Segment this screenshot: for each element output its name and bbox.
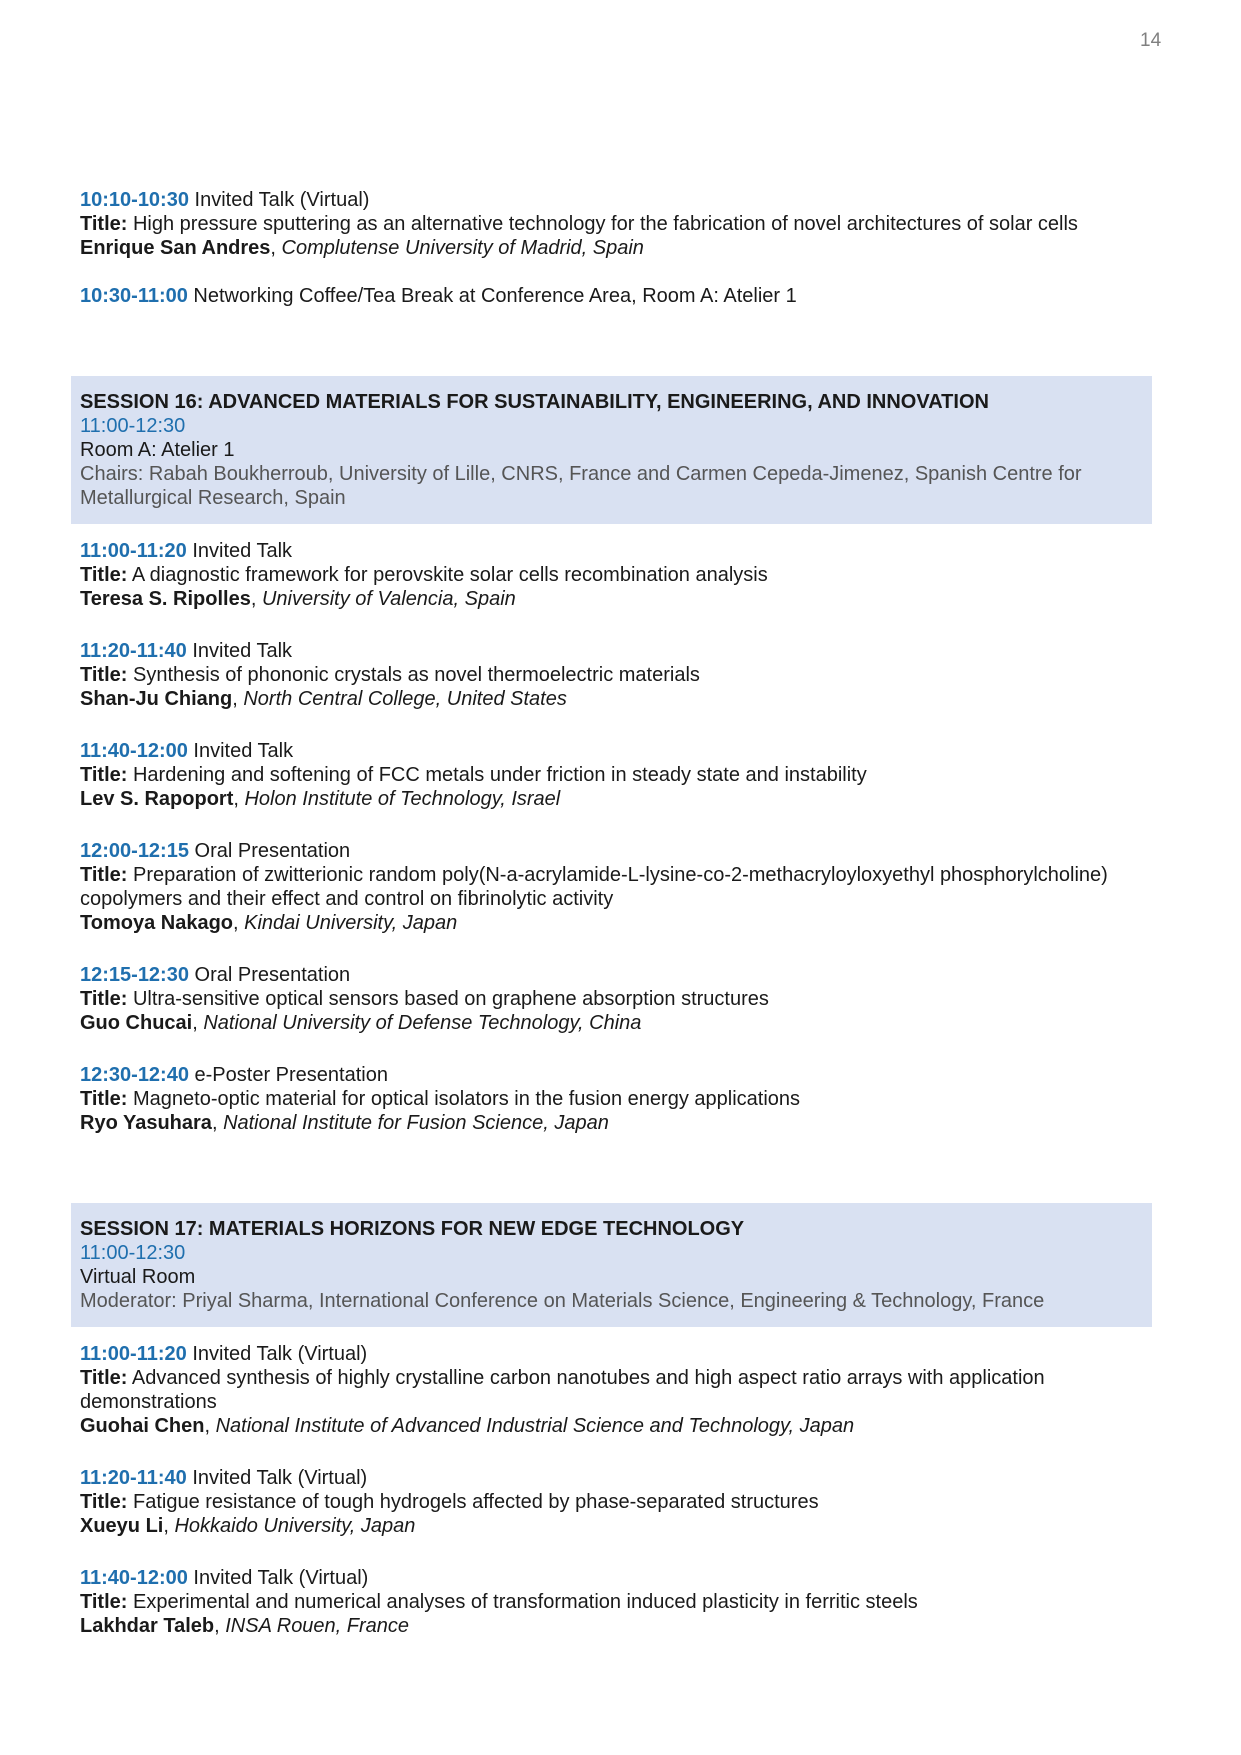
speaker-name: Guohai Chen: [80, 1415, 205, 1437]
program-entry: 11:00-11:20 Invited Talk Title: A diagnostic framework for perovskite solar cells recombination analysis Teresa S. Ripolles, University of Valencia, Spain: [80, 540, 768, 610]
program-entry: 11:00-11:20 Invited Talk (Virtual) Title: Advanced synthesis of highly crystalline carbon nanotubes and high aspect ratio arrays with application demonstrations Guohai Chen, National Institute of Advanced Industrial Science and Technology, Japan: [80, 1343, 1045, 1437]
entry-time: 11:40-12:00: [80, 1567, 188, 1589]
entry-time: 10:10-10:30: [80, 189, 189, 211]
program-entry: 11:20-11:40 Invited Talk (Virtual) Title: Fatigue resistance of tough hydrogels affected by phase-separated structures Xueyu Li, Hokkaido University, Japan: [80, 1467, 819, 1537]
session-header-17: [71, 1203, 1152, 1327]
entry-type: Invited Talk (Virtual): [188, 189, 370, 211]
session-header-16: [71, 376, 1152, 524]
entry-time: 11:40-12:00: [80, 740, 188, 762]
speaker-name: Enrique San Andres: [80, 237, 271, 259]
entry-type: Invited Talk: [187, 740, 294, 762]
entry-time: 11:20-11:40: [80, 1467, 187, 1489]
entry-time: 11:00-11:20: [80, 1343, 187, 1365]
entry-title: Advanced synthesis of highly crystalline carbon nanotubes and high aspect ratio arrays with application demonstrations: [80, 1367, 1045, 1413]
entry-type: Invited Talk (Virtual): [186, 1467, 368, 1489]
entry-type: Oral Presentation: [188, 840, 351, 862]
entry-title: Fatigue resistance of tough hydrogels affected by phase-separated structures: [132, 1491, 819, 1513]
speaker-name: Tomoya Nakago: [80, 912, 233, 934]
speaker-name: Shan-Ju Chiang: [80, 688, 233, 710]
speaker-affiliation: North Central College, United States: [243, 688, 567, 710]
speaker-name: Lakhdar Taleb: [80, 1615, 215, 1637]
entry-type: Invited Talk (Virtual): [186, 1343, 368, 1365]
title-label: Title:: [80, 564, 128, 586]
speaker-name: Guo Chucai: [80, 1012, 193, 1034]
speaker-name: Teresa S. Ripolles: [80, 588, 251, 610]
speaker-affiliation: National Institute for Fusion Science, Japan: [223, 1112, 609, 1134]
session-time: 11:00-12:30: [80, 1242, 186, 1264]
speaker-affiliation: Kindai University, Japan: [244, 912, 458, 934]
entry-title: Preparation of zwitterionic random poly(N-a-acrylamide-L-lysine-co-2-methacryloyloxyethyl phosphorylcholine) copolymers and their effect and control on fibrinolytic activity: [80, 864, 1108, 910]
program-entry: 10:10-10:30 Invited Talk (Virtual) Title: High pressure sputtering as an alternative technology for the fabrication of novel architectures of solar cells Enrique San Andres, Complutense University of Madrid, Spain: [80, 189, 1078, 259]
entry-type: Invited Talk: [186, 640, 293, 662]
page-number: 14: [1140, 30, 1162, 51]
entry-type: Invited Talk: [186, 540, 293, 562]
entry-title: Hardening and softening of FCC metals under friction in steady state and instability: [132, 764, 867, 786]
program-content: [80, 188, 1170, 1638]
entry-type: e-Poster Presentation: [188, 1064, 388, 1086]
title-label: Title:: [80, 213, 128, 235]
title-label: Title:: [80, 1367, 128, 1389]
session-chairs: Chairs: Rabah Boukherroub, University of Lille, CNRS, France and Carmen Cepeda-Jimenez, Spanish Centre for Metallurgical Research, Spain: [80, 463, 1082, 509]
session-room: Room A: Atelier 1: [80, 439, 235, 461]
speaker-affiliation: National University of Defense Technology, China: [203, 1012, 642, 1034]
speaker-affiliation: Complutense University of Madrid, Spain: [281, 237, 644, 259]
entry-time: 12:00-12:15: [80, 840, 189, 862]
speaker-affiliation: INSA Rouen, France: [225, 1615, 410, 1637]
title-label: Title:: [80, 988, 128, 1010]
session-room: Virtual Room: [80, 1266, 196, 1288]
break-time: 10:30-11:00: [80, 285, 188, 307]
session-moderator: Moderator: Priyal Sharma, International Conference on Materials Science, Engineering & Technology, France: [80, 1290, 1045, 1312]
entry-type: Oral Presentation: [188, 964, 351, 986]
session-time: 11:00-12:30: [80, 415, 186, 437]
speaker-affiliation: University of Valencia, Spain: [261, 588, 516, 610]
speaker-affiliation: Holon Institute of Technology, Israel: [244, 788, 561, 810]
speaker-name: Ryo Yasuhara: [80, 1112, 212, 1134]
speaker-name: Xueyu Li: [80, 1515, 164, 1537]
title-label: Title:: [80, 764, 128, 786]
speaker-affiliation: Hokkaido University, Japan: [174, 1515, 416, 1537]
entry-title: Ultra-sensitive optical sensors based on graphene absorption structures: [132, 988, 769, 1010]
program-entry: 12:30-12:40 e-Poster Presentation Title: Magneto-optic material for optical isolators in the fusion energy applications Ryo Yasuhara, National Institute for Fusion Science, Japan: [80, 1064, 801, 1134]
entry-time: 11:20-11:40: [80, 640, 187, 662]
title-label: Title:: [80, 864, 128, 886]
entry-title: Synthesis of phononic crystals as novel thermoelectric materials: [132, 664, 700, 686]
speaker-name: Lev S. Rapoport: [80, 788, 234, 810]
program-entry: 11:40-12:00 Invited Talk Title: Hardening and softening of FCC metals under friction in steady state and instability Lev S. Rapoport, Holon Institute of Technology, Israel: [80, 740, 867, 810]
break-entry: [80, 284, 1170, 308]
speaker-affiliation: National Institute of Advanced Industrial Science and Technology, Japan: [215, 1415, 855, 1437]
program-entry: 12:15-12:30 Oral Presentation Title: Ultra-sensitive optical sensors based on graphene absorption structures Guo Chucai, National University of Defense Technology, China: [80, 964, 769, 1034]
program-entry: 11:40-12:00 Invited Talk (Virtual) Title: Experimental and numerical analyses of transformation induced plasticity in ferritic steels Lakhdar Taleb, INSA Rouen, France: [80, 1567, 918, 1637]
entry-time: 12:15-12:30: [80, 964, 189, 986]
entry-title: High pressure sputtering as an alternative technology for the fabrication of novel architectures of solar cells: [132, 213, 1078, 235]
title-label: Title:: [80, 1591, 128, 1613]
entry-title: Magneto-optic material for optical isolators in the fusion energy applications: [132, 1088, 801, 1110]
title-label: Title:: [80, 664, 128, 686]
program-entry: 11:20-11:40 Invited Talk Title: Synthesis of phononic crystals as novel thermoelectric materials Shan-Ju Chiang, North Central College, United States: [80, 640, 700, 710]
title-label: Title:: [80, 1088, 128, 1110]
session-title: SESSION 16: ADVANCED MATERIALS FOR SUSTAINABILITY, ENGINEERING, AND INNOVATION: [80, 391, 989, 413]
title-label: Title:: [80, 1491, 128, 1513]
program-entry: 12:00-12:15 Oral Presentation Title: Preparation of zwitterionic random poly(N-a-acrylamide-L-lysine-co-2-methacryloyloxyethyl phosphorylcholine) copolymers and their effect and control on fibrinolytic activity Tomoya Nakago, Kindai University, Japan: [80, 840, 1108, 934]
entry-time: 11:00-11:20: [80, 540, 187, 562]
entry-type: Invited Talk (Virtual): [187, 1567, 369, 1589]
break-text: Networking Coffee/Tea Break at Conference Area, Room A: Atelier 1: [187, 285, 797, 307]
entry-title: A diagnostic framework for perovskite solar cells recombination analysis: [131, 564, 768, 586]
session-title: SESSION 17: MATERIALS HORIZONS FOR NEW EDGE TECHNOLOGY: [80, 1218, 745, 1240]
entry-time: 12:30-12:40: [80, 1064, 189, 1086]
entry-title: Experimental and numerical analyses of transformation induced plasticity in ferritic steels: [132, 1591, 918, 1613]
